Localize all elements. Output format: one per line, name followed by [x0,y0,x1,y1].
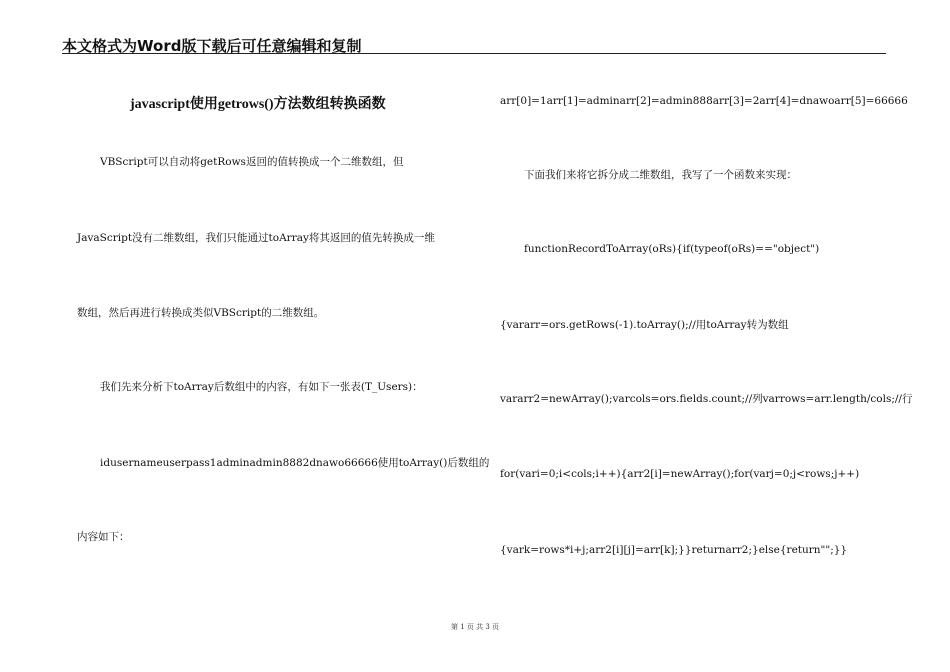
right-paragraph-line: 下面我们来将它拆分成二维数组，我写了一个函数来实现： [524,169,797,181]
right-paragraph-line: {vararr=ors.getRows(-1).toArray();//用toArray转为数组 [500,319,789,331]
right-paragraph-line: {vark=rows*i+j;arr2[i][j]=arr[k];}}returnarr2;}else{return"";}} [500,544,848,556]
right-paragraph-line: arr[0]=1arr[1]=adminarr[2]=admin888arr[3]=2arr[4]=dnawoarr[5]=66666 [500,95,908,107]
right-paragraph-line: functionRecordToArray(oRs){if(typeof(oRs)=="object") [524,243,820,255]
left-paragraph-line: idusernameuserpass1adminadmin8882dnawo66666使用toArray()后数组的 [100,457,490,469]
left-paragraph-line: JavaScript没有二维数组，我们只能通过toArray将其返回的值先转换成一维 [77,232,435,244]
header-divider [62,53,886,54]
header-title: 本文格式为Word版下载后可任意编辑和复制 [62,37,362,55]
page-number: 第 1 页 共 3 页 [450,623,500,631]
left-paragraph-line: 数组，然后再进行转换成类似VBScript的二维数组。 [77,307,325,319]
left-paragraph-line: 内容如下： [77,531,130,543]
right-paragraph-line: for(vari=0;i<cols;i++){arr2[i]=newArray();for(varj=0;j<rows;j++) [500,468,860,480]
left-paragraph-line: VBScript可以自动将getRows返回的值转换成一个二维数组，但 [100,156,404,168]
left-paragraph-line: 我们先来分析下toArray后数组中的内容，有如下一张表(T_Users)： [100,381,423,393]
right-paragraph-line: vararr2=newArray();varcols=ors.fields.count;//列varrows=arr.length/cols;//行 [500,393,913,405]
document-title: javascript使用getrows()方法数组转换函数 [130,97,386,112]
